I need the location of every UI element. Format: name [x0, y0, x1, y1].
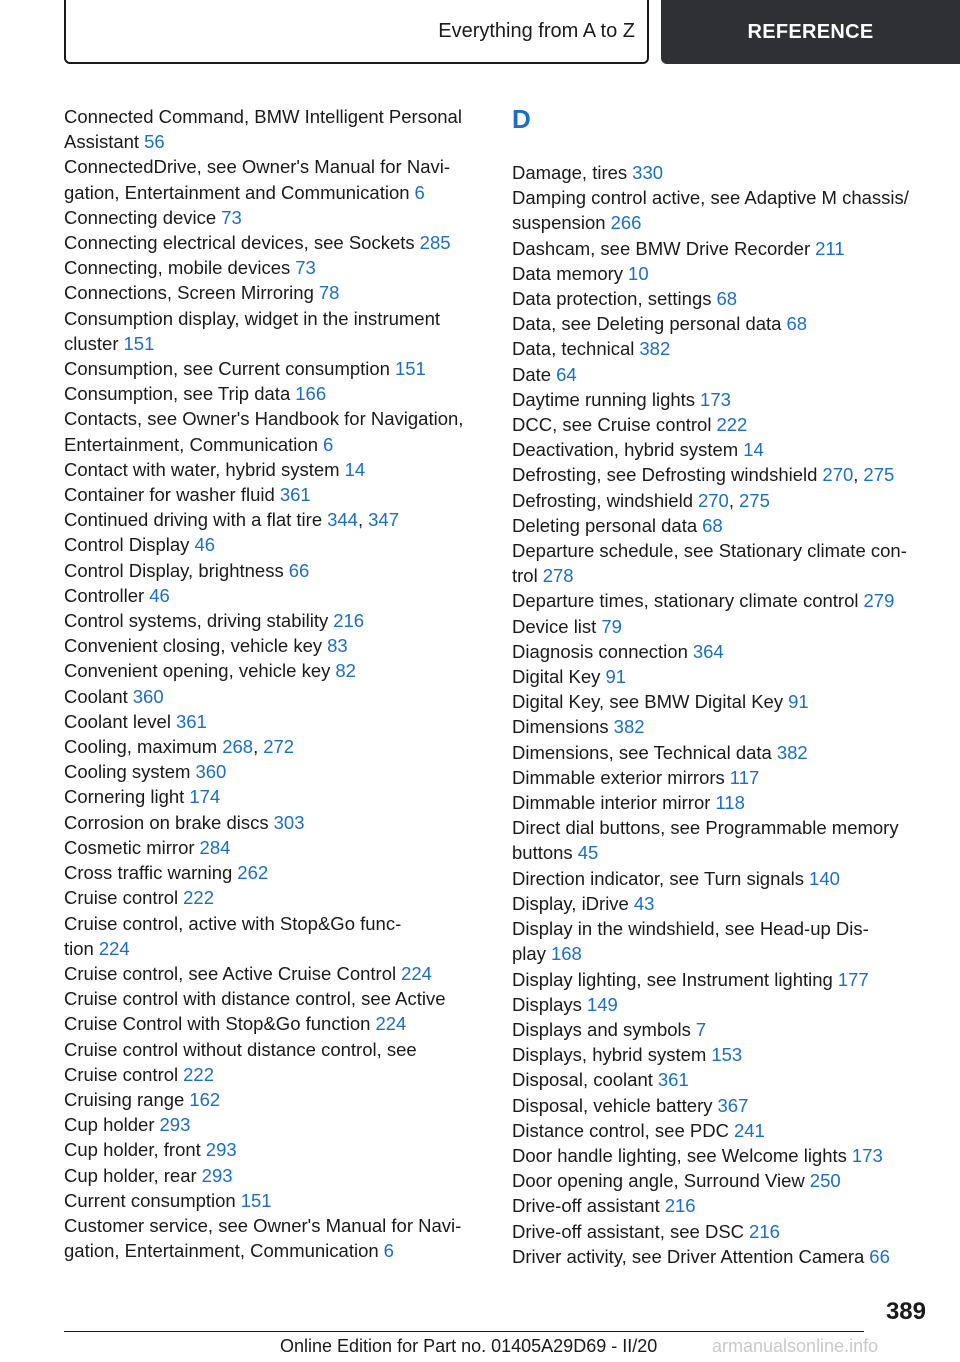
- page-reference-link[interactable]: 56: [144, 131, 165, 153]
- index-term: Cruise control, active with Stop&Go func-: [64, 912, 402, 934]
- index-entry-continuation: [512, 941, 932, 966]
- index-term: Consumption, see Trip data: [64, 383, 291, 405]
- index-term: Connected Command, BMW Intelligent Personal: [64, 106, 462, 127]
- page-reference-link[interactable]: 118: [715, 792, 745, 814]
- page-reference-link[interactable]: 83: [327, 635, 348, 657]
- index-term: Consumption, see Current consumption: [64, 358, 390, 380]
- index-entry: [512, 1118, 932, 1143]
- index-entry: [64, 961, 484, 986]
- index-term: Corrosion on brake discs: [64, 811, 269, 833]
- index-term: Convenient closing, vehicle key: [64, 635, 323, 657]
- index-entry: [64, 784, 484, 809]
- index-term: cluster: [64, 332, 119, 354]
- edition-label: Online Edition for Part no. 01405A29D69 - II/20: [280, 1336, 658, 1356]
- index-term: Display in the windshield, see Head-up Dis-: [512, 918, 869, 940]
- index-entry: [64, 734, 484, 759]
- index-term: Cooling system: [64, 761, 191, 783]
- index-term: Cruising range: [64, 1088, 185, 1110]
- index-term: Cup holder, rear: [64, 1164, 197, 1186]
- page-reference-link[interactable]: 216: [749, 1220, 780, 1242]
- index-entry-continuation: [64, 1011, 484, 1036]
- index-entry: [512, 311, 932, 336]
- page-reference-link[interactable]: 347: [368, 509, 399, 531]
- index-entry: [512, 488, 932, 513]
- index-term: Display lighting, see Instrument lighting: [512, 968, 833, 990]
- page-reference-link[interactable]: 293: [201, 1164, 233, 1186]
- page-reference-link[interactable]: 45: [577, 842, 599, 864]
- page-reference-link[interactable]: 6: [414, 181, 425, 203]
- index-term: Diagnosis connection: [512, 640, 688, 662]
- chapter-label: REFERENCE: [747, 20, 874, 43]
- page-reference-link[interactable]: 241: [733, 1119, 765, 1141]
- ref-separator: ,: [253, 736, 259, 758]
- index-entry-continuation: [64, 331, 484, 356]
- index-entry: [64, 255, 484, 280]
- index-entry-continuation: [64, 936, 484, 961]
- page-reference-link[interactable]: 361: [279, 484, 311, 506]
- page-reference-link[interactable]: 224: [401, 962, 432, 984]
- index-term: Deactivation, hybrid system: [512, 439, 739, 461]
- page-reference-link[interactable]: 344: [327, 509, 358, 531]
- index-term: Defrosting, windshield: [512, 489, 693, 511]
- index-entry: [512, 588, 932, 613]
- index-term: Damping control active, see Adaptive M chassis/: [512, 187, 909, 209]
- page-reference-link[interactable]: 14: [344, 458, 366, 480]
- page-reference-link[interactable]: 151: [123, 332, 155, 354]
- index-term: Convenient opening, vehicle key: [64, 660, 331, 682]
- index-term: Cruise control without distance control, see: [64, 1038, 417, 1060]
- index-term: Cruise control, see Active Cruise Control: [64, 962, 397, 984]
- index-term: DCC, see Cruise control: [512, 414, 712, 436]
- index-entry: [64, 709, 484, 734]
- page-reference-link[interactable]: 278: [542, 565, 574, 587]
- index-entry: [512, 714, 932, 739]
- index-entry: [64, 306, 484, 331]
- index-term: play: [512, 943, 546, 965]
- index-entry: [64, 1037, 484, 1062]
- page-reference-link[interactable]: 360: [195, 761, 227, 783]
- index-entry: [512, 362, 932, 387]
- index-term: Control systems, driving stability: [64, 610, 329, 632]
- page-reference-link[interactable]: 153: [711, 1044, 743, 1066]
- watermark: armanualsonline.info: [712, 1336, 879, 1356]
- index-entry: [512, 1067, 932, 1092]
- index-entry: [512, 462, 932, 487]
- index-entry: [512, 286, 932, 311]
- page-reference-link[interactable]: 268: [222, 736, 254, 758]
- index-entry: [512, 992, 932, 1017]
- page-reference-link[interactable]: 10: [628, 262, 649, 284]
- index-entry: [64, 759, 484, 784]
- index-entry-continuation: [64, 432, 484, 457]
- page-reference-link[interactable]: 367: [717, 1094, 749, 1116]
- index-term: Continued driving with a flat tire: [64, 509, 323, 531]
- index-entry: [64, 608, 484, 633]
- page-reference-link[interactable]: 285: [419, 232, 451, 254]
- index-entry: [512, 1143, 932, 1168]
- index-term: gation, Entertainment and Communication: [64, 181, 410, 203]
- index-entry: [512, 1017, 932, 1042]
- index-entry-continuation: [512, 840, 932, 865]
- index-term: Disposal, coolant: [512, 1069, 653, 1091]
- page-reference-link[interactable]: 275: [863, 464, 895, 486]
- index-entry: [64, 1112, 484, 1137]
- page-reference-link[interactable]: 364: [692, 640, 724, 662]
- page-reference-link[interactable]: 272: [263, 736, 295, 758]
- index-term: Display, iDrive: [512, 892, 629, 914]
- page-reference-link[interactable]: 73: [295, 257, 316, 279]
- page-reference-link[interactable]: 151: [240, 1189, 272, 1211]
- index-entry: [64, 633, 484, 658]
- index-entry: [512, 765, 932, 790]
- ref-separator: ,: [357, 509, 364, 531]
- index-entry: [512, 790, 932, 815]
- page-reference-link[interactable]: 91: [788, 691, 809, 713]
- index-entry: [512, 236, 932, 261]
- index-entry: [512, 513, 932, 538]
- index-term: Data, technical: [512, 338, 635, 360]
- index-term: Cruise Control with Stop&Go function: [64, 1013, 371, 1035]
- index-entry: [64, 911, 484, 936]
- index-entries-d: [512, 160, 932, 1269]
- edition-text: [280, 1336, 657, 1357]
- ref-separator: ,: [728, 489, 734, 511]
- page-reference-link[interactable]: 140: [809, 867, 840, 889]
- index-entry: [64, 154, 484, 179]
- index-term: Distance control, see PDC: [512, 1119, 729, 1141]
- page-reference-link[interactable]: 330: [632, 162, 664, 183]
- index-term: Contact with water, hybrid system: [64, 458, 340, 480]
- page-reference-link[interactable]: 270: [697, 489, 729, 511]
- index-term: Disposal, vehicle battery: [512, 1094, 713, 1116]
- index-term: Coolant level: [64, 710, 171, 732]
- page-reference-link[interactable]: 174: [189, 786, 221, 808]
- index-term: tion: [64, 937, 94, 959]
- page-reference-link[interactable]: 361: [175, 710, 207, 732]
- page-reference-link[interactable]: 222: [183, 887, 215, 909]
- index-entry: [512, 1219, 932, 1244]
- index-entry: [512, 437, 932, 462]
- index-letter-heading: D: [512, 104, 531, 134]
- index-term: Cosmetic mirror: [64, 836, 195, 858]
- index-term: Displays: [512, 993, 582, 1015]
- index-entry: [64, 356, 484, 381]
- index-entry: [512, 538, 932, 563]
- index-entry: [512, 1042, 932, 1067]
- page-reference-link[interactable]: 293: [159, 1114, 191, 1136]
- index-entry-continuation: [64, 1062, 484, 1087]
- index-term: Direction indicator, see Turn signals: [512, 867, 805, 889]
- page-reference-link[interactable]: 46: [194, 534, 216, 556]
- index-term: suspension: [512, 212, 606, 234]
- index-term: Control Display, brightness: [64, 559, 284, 581]
- page-reference-link[interactable]: 78: [318, 282, 340, 304]
- index-entry-continuation: [64, 129, 484, 154]
- index-term: Deleting personal data: [512, 514, 698, 536]
- index-entry: [512, 639, 932, 664]
- index-term: Departure schedule, see Stationary climate con-: [512, 540, 907, 562]
- ref-separator: ,: [853, 464, 859, 486]
- index-term: Cooling, maximum: [64, 736, 218, 758]
- index-entry: [64, 205, 484, 230]
- index-term: Digital Key: [512, 666, 601, 688]
- footer-divider: [64, 1331, 864, 1332]
- page-reference-link[interactable]: 382: [613, 716, 645, 738]
- page-reference-link[interactable]: 216: [333, 610, 365, 632]
- page-reference-link[interactable]: 173: [851, 1144, 883, 1166]
- page-reference-link[interactable]: 166: [295, 383, 327, 405]
- index-entry: [64, 810, 484, 835]
- index-entry: [64, 860, 484, 885]
- index-entry: [512, 664, 932, 689]
- index-entry: [512, 336, 932, 361]
- page-reference-link[interactable]: 270: [822, 464, 854, 486]
- page-reference-link[interactable]: 117: [729, 766, 760, 788]
- index-term: Dashcam, see BMW Drive Recorder: [512, 237, 811, 259]
- index-term: gation, Entertainment, Communication: [64, 1240, 379, 1262]
- page-reference-link[interactable]: 293: [205, 1139, 237, 1161]
- header-chapter-tab: [661, 0, 960, 64]
- page-reference-link[interactable]: 66: [869, 1245, 890, 1267]
- index-term: Connections, Screen Mirroring: [64, 282, 314, 304]
- index-entry: [512, 1244, 932, 1269]
- index-term: Device list: [512, 615, 597, 637]
- page-reference-link[interactable]: 284: [199, 836, 231, 858]
- header-section-title-tab: [64, 0, 649, 64]
- index-entry: [64, 885, 484, 910]
- page-reference-link[interactable]: 91: [605, 666, 627, 688]
- index-entry: [64, 406, 484, 431]
- index-term: Displays, hybrid system: [512, 1044, 707, 1066]
- index-term: Displays and symbols: [512, 1018, 691, 1040]
- index-entry: [512, 967, 932, 992]
- index-entry: [64, 457, 484, 482]
- index-term: Assistant: [64, 131, 140, 153]
- index-term: Cup holder: [64, 1114, 155, 1136]
- index-term: Driver activity, see Driver Attention Camera: [512, 1245, 865, 1267]
- page-reference-link[interactable]: 224: [98, 937, 130, 959]
- index-entry: [64, 1213, 484, 1238]
- index-term: Direct dial buttons, see Programmable memory: [512, 817, 899, 839]
- page-reference-link[interactable]: 64: [556, 363, 577, 385]
- index-term: Cross traffic warning: [64, 862, 233, 884]
- index-term: Daytime running lights: [512, 388, 696, 410]
- index-entry: [64, 835, 484, 860]
- index-term: buttons: [512, 842, 573, 864]
- index-entry: [64, 558, 484, 583]
- index-column-right: [512, 104, 932, 1269]
- index-entry: [512, 160, 932, 185]
- index-term: Drive-off assistant, see DSC: [512, 1220, 745, 1242]
- index-entry-continuation: [64, 180, 484, 205]
- index-term: Current consumption: [64, 1189, 236, 1211]
- index-entry: [512, 185, 932, 210]
- index-entry: [512, 1168, 932, 1193]
- page-reference-link[interactable]: 68: [702, 514, 723, 536]
- index-entry: [512, 891, 932, 916]
- index-term: Data memory: [512, 262, 624, 284]
- index-term: Contacts, see Owner's Handbook for Navigation,: [64, 408, 464, 430]
- page-reference-link[interactable]: 266: [610, 212, 642, 234]
- page-reference-link[interactable]: 6: [322, 433, 334, 455]
- index-term: ConnectedDrive, see Owner's Manual for Navi-: [64, 156, 451, 178]
- index-entry: [512, 261, 932, 286]
- page-number: 389: [885, 1298, 926, 1325]
- index-term: Cruise control: [64, 1063, 179, 1085]
- index-term: Dimensions: [512, 716, 609, 738]
- index-term: Damage, tires: [512, 162, 628, 183]
- page-reference-link[interactable]: 173: [700, 388, 731, 410]
- index-term: Dimmable interior mirror: [512, 792, 711, 814]
- index-term: Drive-off assistant: [512, 1195, 660, 1217]
- page-reference-link[interactable]: 149: [586, 993, 618, 1015]
- index-entry-continuation: [512, 563, 932, 588]
- index-entry: [64, 1137, 484, 1162]
- index-term: Dimmable exterior mirrors: [512, 766, 725, 788]
- page-reference-link[interactable]: 382: [639, 338, 671, 360]
- index-term: Entertainment, Communication: [64, 433, 318, 455]
- index-term: trol: [512, 565, 538, 587]
- page-reference-link[interactable]: 14: [743, 439, 764, 461]
- page-reference-link[interactable]: 43: [633, 892, 655, 914]
- index-entry: [64, 104, 484, 129]
- index-term: Cup holder, front: [64, 1139, 201, 1161]
- index-term: Customer service, see Owner's Manual for Navi-: [64, 1214, 462, 1236]
- page-reference-link[interactable]: 211: [815, 237, 845, 259]
- page-reference-link[interactable]: 7: [695, 1018, 707, 1040]
- page-reference-link[interactable]: 68: [716, 288, 738, 310]
- index-term: Controller: [64, 584, 145, 606]
- page-reference-link[interactable]: 151: [394, 358, 426, 380]
- page-reference-link[interactable]: 79: [601, 615, 622, 637]
- page-reference-link[interactable]: 6: [383, 1240, 394, 1262]
- index-entry: [64, 1087, 484, 1112]
- index-entry-continuation: [512, 210, 932, 235]
- index-term: Connecting, mobile devices: [64, 257, 291, 279]
- index-term: Defrosting, see Defrosting windshield: [512, 464, 818, 486]
- index-entry: [64, 658, 484, 683]
- index-term: Door opening angle, Surround View: [512, 1170, 805, 1192]
- index-entry: [512, 387, 932, 412]
- index-entry: [64, 381, 484, 406]
- index-term: Digital Key, see BMW Digital Key: [512, 691, 784, 713]
- index-entry: [512, 614, 932, 639]
- page-reference-link[interactable]: 46: [149, 584, 170, 606]
- index-term: Cruise control: [64, 887, 179, 909]
- index-entry-continuation: [64, 1238, 484, 1263]
- index-entry: [512, 412, 932, 437]
- index-term: Connecting device: [64, 206, 217, 228]
- page-reference-link[interactable]: 68: [786, 313, 808, 335]
- page-reference-link[interactable]: 275: [739, 489, 770, 511]
- index-entry: [64, 280, 484, 305]
- page-reference-link[interactable]: 222: [183, 1063, 215, 1085]
- index-entry: [64, 532, 484, 557]
- index-entry: [64, 986, 484, 1011]
- index-term: Dimensions, see Technical data: [512, 741, 772, 763]
- index-term: Container for washer fluid: [64, 484, 275, 506]
- page-reference-link[interactable]: 303: [273, 811, 305, 833]
- section-title: Everything from A to Z: [438, 19, 635, 42]
- index-entry: [64, 1188, 484, 1213]
- index-term: Coolant: [64, 685, 128, 707]
- index-entry: [512, 1193, 932, 1218]
- page-reference-link[interactable]: 360: [132, 685, 164, 707]
- index-entry: [64, 583, 484, 608]
- index-term: Consumption display, widget in the instrument: [64, 307, 441, 329]
- index-entry: [512, 866, 932, 891]
- page-reference-link[interactable]: 382: [776, 741, 808, 763]
- index-term: Connecting electrical devices, see Sockets: [64, 232, 415, 254]
- index-term: Date: [512, 363, 552, 385]
- page-reference-link[interactable]: 224: [375, 1013, 407, 1035]
- index-entry: [512, 815, 932, 840]
- page-reference-link[interactable]: 262: [237, 862, 269, 884]
- index-entry: [64, 230, 484, 255]
- index-column-left: [64, 104, 484, 1263]
- index-term: Cruise control with distance control, see Active: [64, 988, 446, 1010]
- page-reference-link[interactable]: 82: [335, 660, 356, 682]
- page-reference-link[interactable]: 66: [288, 559, 310, 581]
- index-entry: [512, 740, 932, 765]
- index-term: Data, see Deleting personal data: [512, 313, 782, 335]
- index-entry: [64, 1163, 484, 1188]
- index-entry: [64, 684, 484, 709]
- page-reference-link[interactable]: 361: [657, 1069, 689, 1091]
- index-term: Data protection, settings: [512, 288, 712, 310]
- page-reference-link[interactable]: 162: [189, 1088, 221, 1110]
- page-reference-link[interactable]: 168: [550, 943, 582, 965]
- page-reference-link[interactable]: 279: [863, 590, 895, 612]
- page-reference-link[interactable]: 73: [221, 206, 242, 228]
- page-reference-link[interactable]: 222: [716, 414, 748, 436]
- index-entry: [512, 689, 932, 714]
- page-reference-link[interactable]: 177: [837, 968, 869, 990]
- index-entry: [512, 916, 932, 941]
- index-entry: [512, 1093, 932, 1118]
- index-term: Door handle lighting, see Welcome lights: [512, 1144, 847, 1166]
- index-term: Control Display: [64, 534, 190, 556]
- index-entry: [64, 507, 484, 532]
- index-term: Cornering light: [64, 786, 185, 808]
- index-term: Departure times, stationary climate control: [512, 590, 859, 612]
- page-reference-link[interactable]: 250: [809, 1170, 841, 1192]
- index-entry: [64, 482, 484, 507]
- page-reference-link[interactable]: 216: [664, 1195, 696, 1217]
